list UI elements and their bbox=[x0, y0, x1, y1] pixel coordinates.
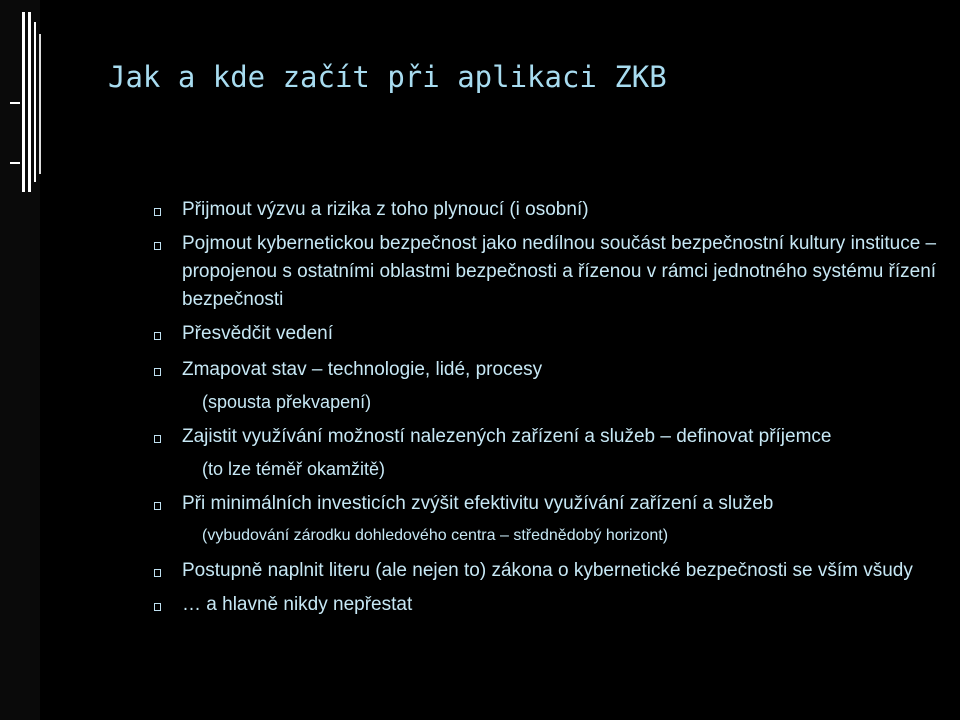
bullet-item bbox=[150, 320, 940, 348]
bullet-item bbox=[150, 490, 940, 518]
square-bullet-icon bbox=[154, 332, 161, 340]
square-bullet-icon bbox=[154, 502, 161, 510]
bullet-item bbox=[150, 591, 940, 619]
square-bullet-icon bbox=[154, 603, 161, 611]
bullet-text: Přesvědčit vedení bbox=[182, 323, 334, 344]
decorative-lines-graphic bbox=[8, 12, 48, 192]
deco-line bbox=[34, 22, 36, 182]
square-bullet-icon bbox=[154, 435, 161, 443]
deco-line bbox=[10, 162, 20, 164]
square-bullet-icon bbox=[154, 208, 161, 216]
sub-bullet-item bbox=[150, 455, 940, 483]
sub-bullet-text: (to lze téměř okamžitě) bbox=[202, 459, 386, 479]
bullet-item bbox=[150, 423, 940, 451]
bullet-text: Postupně naplnit literu (ale nejen to) zákona o kybernetické bezpečnosti se vším všudy bbox=[182, 560, 913, 581]
bullet-text: Při minimálních investicích zvýšit efektivitu využívání zařízení a služeb bbox=[182, 493, 774, 514]
square-bullet-icon bbox=[154, 368, 161, 376]
square-bullet-icon bbox=[154, 569, 161, 577]
bullet-text: Pojmout kybernetickou bezpečnost jako nedílnou součást bezpečnostní kultury instituce – propojenou s ostatními oblastmi bezpečnosti a řízenou v rámci jednotného systému řízení bezpečnosti bbox=[182, 233, 937, 310]
sub-bullet-item bbox=[150, 388, 940, 416]
bullet-text: … a hlavně nikdy nepřestat bbox=[182, 594, 413, 615]
bullet-list bbox=[150, 196, 940, 619]
bullet-item bbox=[150, 196, 940, 224]
slide-title: Jak a kde začít při aplikaci ZKB bbox=[108, 60, 667, 94]
bullet-item bbox=[150, 356, 940, 384]
deco-line bbox=[10, 102, 20, 104]
sub-bullet-item bbox=[150, 522, 940, 550]
square-bullet-icon bbox=[154, 242, 161, 250]
sub-bullet-text: (spousta překvapení) bbox=[202, 392, 372, 412]
deco-line bbox=[22, 12, 25, 192]
bullet-text: Zmapovat stav – technologie, lidé, procesy bbox=[182, 359, 543, 380]
bullet-item bbox=[150, 557, 940, 585]
bullet-text: Zajistit využívání možností nalezených zařízení a služeb – definovat příjemce bbox=[182, 426, 832, 447]
deco-line bbox=[28, 12, 31, 192]
sub-bullet-text: (vybudování zárodku dohledového centra – střednědobý horizont) bbox=[202, 527, 669, 544]
bullet-item bbox=[150, 230, 940, 314]
deco-line bbox=[39, 34, 41, 174]
bullet-text: Přijmout výzvu a rizika z toho plynoucí (i osobní) bbox=[182, 199, 589, 220]
